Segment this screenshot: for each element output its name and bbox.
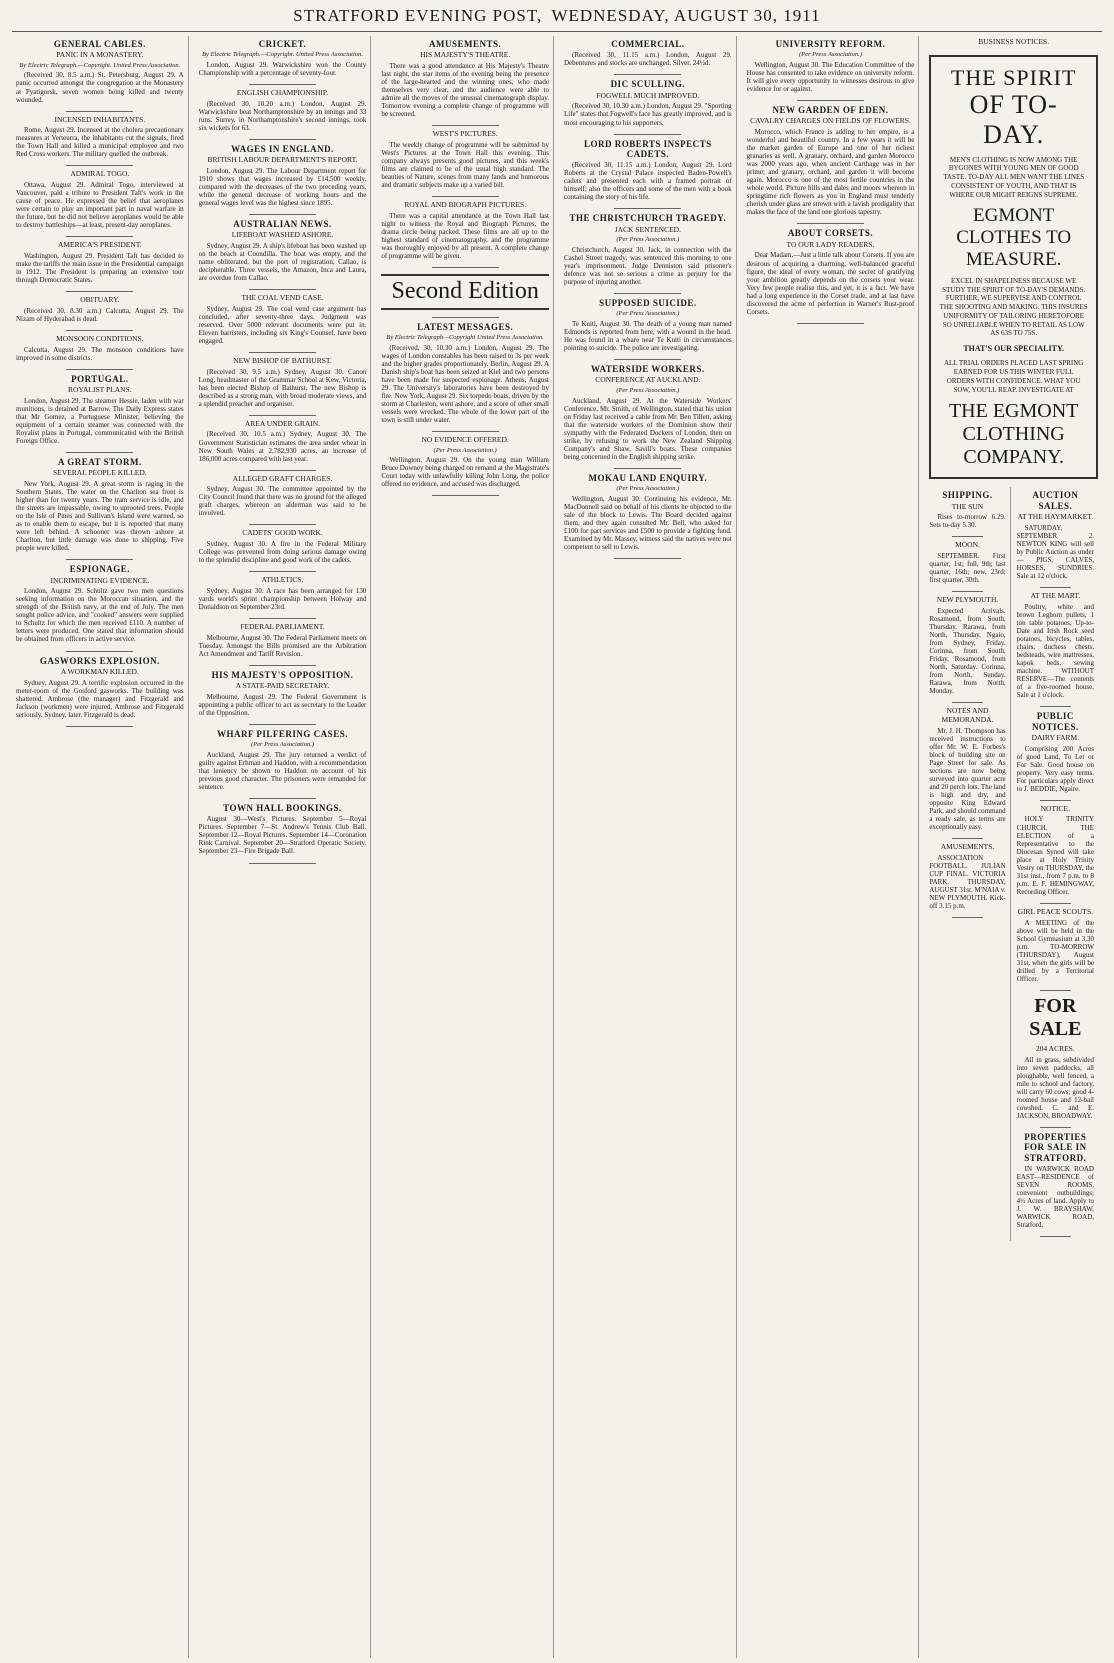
article-headline: UNIVERSITY REFORM. [775,39,886,49]
edition-banner: Second Edition [381,274,549,310]
article-body: Sydney, August 30. A race has been arranged for 130 yards world's sprint championship between Holway and Donaldson on September 23rd. [198,586,367,611]
column-1 [12,36,189,1658]
article-subheading: 204 ACRES. [1035,1043,1075,1053]
article-divider [432,431,499,432]
article-subheading: NEW BISHOP OF BATHURST. [233,355,332,365]
article-divider [1040,990,1071,991]
article [381,39,549,118]
article-divider [249,415,316,416]
article-body: Washington, August 29. President Taft has decided to make the tariffs the main issue in the Presidential campaign in 1912. The President is preparing an extensive tour through Democratic States. [16,251,184,285]
article [199,670,367,717]
article-subheading: MOON. [955,540,980,550]
article-body: Mr. J. H. Thompson has received instructions to offer Mr. W. E. Forbes's block of building site on Page Street for sale. As sections are now being surveyed into quarter acre and 20 perch lots. The land is high and dry, and opposite King Edward Park, and should command a ready sale, as terms are exceptionally easy. [929,726,1006,832]
article [16,170,184,229]
article [929,541,1005,584]
article-subheading: AT THE MART. [1030,591,1081,601]
article-divider [1040,1236,1071,1237]
article-body: Comprising 200 Acres of good Land, To Let or For Sale. Good house on property. Very easy terms. For particulars apply direct to J. BEDDIE, Ngaire. [1016,744,1094,793]
article-body: SEPTEMBER. First quarter, 1st; full, 9th; last quarter, 16th; new, 23rd; first quarter, 30th. [929,552,1006,585]
article-headline: WHARF PILFERING CASES. [217,728,348,739]
article-body: Sydney, August 30. The committee appointed by the City Council found that there was no ground for the alleged graft charges, whereon an alderman was said to be involved. [198,485,367,518]
article-divider [952,917,983,918]
article-divider [249,289,316,290]
article-subheading: TO OUR LADY READERS. [786,239,875,249]
article-body: Auckland, August 29. The jury returned a verdict of guilty against Erhman and Haddon, with a recommendation that leniency be shown to Haddon on account of his previous good character. The prisoners were remanded for sentence. [198,750,367,791]
article [564,298,732,352]
article-divider [614,74,681,75]
egmont-clothing-advert [929,55,1098,480]
article [1017,490,1094,580]
article-divider [66,726,133,727]
article [564,364,732,461]
article-body: London, August 29. Warwickshire won the County Championship with a percentage of seventy-four. [198,60,367,77]
article [16,374,184,445]
article-body: Dear Madam,—Just a little talk about Corsets. If you are desirous of acquiring a charming, well-balanced graceful figure, the ideal of every woman, the secret of gratifying your ambition greatly depends on the corsets your wear. Very few people realise this, and yet, it is a fact. We have had a long experience in the Corset trade, and at last have discovered the acme of perfection in Warner's Rust-proof Corsets. [746,251,915,316]
article-body: IN WARWICK ROAD EAST—RESIDENCE of SEVEN ROOMS, convenient outbuildings; 4½ Acres of land. Apply to J. W. BRAYSHAW, WARWICK ROAD, Stratford. [1016,1164,1094,1230]
article-subheading: AMUSEMENTS. [940,842,995,852]
article-byline: By Electric Telegraph—Copyright United Press Association. [386,334,544,342]
article-body: (Received 30, 10.30 a.m.) London, August 29. "Sporting Life" states that Fogwell's face has greatly improved, and is most encouraging to his supporters. [564,102,732,127]
article-body: ASSOCIATION FOOTBALL. JULIAN CUP FINAL. VICTORIA PARK. THURSDAY, AUGUST 31st. M'NAIA v. NEW PLYMOUTH. Kick-off 3.15 p.m. [929,853,1006,911]
article-subheading: BRITISH LABOUR DEPARTMENT'S REPORT. [207,155,358,165]
article-body: Sydney, August 30. A fire in the Federal Military College was prevented from doing serious damage owing to the splendid discipline and good work of the cadets. [198,540,367,565]
article [381,274,549,310]
article-divider [66,559,133,560]
shipping-subcolumn [929,487,1010,1241]
article-divider [952,702,983,703]
article [199,623,367,658]
article-divider [66,111,133,112]
masthead [12,6,1102,32]
article-headline: PROPERTIES FOR SALE IN STRATFORD. [1024,1131,1087,1163]
article-body: Morocco, which France is adding to her empire, is a wonderful and beautiful country. In a few years it will be the market garden of Europe and one of her richest granaries as well. A granary, orchard, and garden Morocco was 2000 years ago, when ancient Carthage was in her prime; and granary, orchard, and garden it will become again. Morocco is one of the most fertile countries in the whole world. Picture hills and dales and moors whereon in springtime rich flowers as you in England must tenderly cherish under glass are strewn with a lavish prodigality that makes the face of the land one glorious tapestry. [746,127,915,217]
column-5 [743,36,920,1658]
notices-subcolumns [929,487,1098,1241]
article-headline: PUBLIC NOTICES. [1031,711,1079,732]
article-headline: NEW GARDEN OF EDEN. [772,105,889,115]
article-divider [614,359,681,360]
article-body: New York, August 29. A great storm is raging in the Southern States. The water on the Charlton sea front is higher than for twenty years. The tram service is idle, and the streets are impassable, owing to uprooted trees. People on the Isle of Pines and Sullivan's Island were warned, so as to enable them to escape, but it is reported that many were left behind. A schooner was thrown ashore at Charlton, but little damage was done to shipping. Five people were killed. [16,479,184,553]
article-divider [797,100,864,101]
article-body: HOLY TRINITY CHURCH. THE ELECTION of a Representative to the Diocesan Synod will take place at Holy Trinity Vestry on THURSDAY, the 31st inst., from 7 p.m. to 8 p.m. E. F. HEMINGWAY, Recording Officer. [1016,815,1094,896]
article-headline: GASWORKS EXPLOSION. [39,655,160,666]
article-subheading: GIRL PEACE SCOUTS. [1017,906,1093,916]
article-byline: (Per Press Association.) [616,387,680,395]
article-subheading: DAIRY FARM. [1031,732,1080,742]
article-body: There was a capital attendance at the Town Hall last night to witness the Royal and Biograph Pictures, the drama circle being packed. These films are all up to the highest standard of cinematography, and the programme was thoroughly enjoyed by all present. A complete change of programme will be given. [381,211,549,261]
article [929,596,1005,695]
article-subheading: NOTICE. [1040,803,1071,813]
article-byline: By Electric Telegraph.—Copyright. United Press Association. [202,51,363,59]
article-headline: TOWN HALL BOOKINGS. [223,802,342,813]
article-subheading: FOGWELL MUCH IMPROVED. [596,90,700,100]
article-subheading: LIFEBOAT WASHED ASHORE. [231,230,334,240]
article-headline: AMUSEMENTS. [429,39,502,49]
page-columns [12,36,1102,1658]
article-body: (Received 30, 10.20 a.m.) London, August 29. Warwickshire beat Northamptonshire by an innings and 33 runs. Surrey, in Northamptonshire's second innings, took six wickets for 63. [198,99,367,132]
column-3 [377,36,554,1658]
article-subheading: MONSOON CONDITIONS. [56,333,144,343]
article-body: London, August 29. The Labour Department report for 1910 shows that wages increased by £14,500 weekly, compared with the decreases of the two preceding years, while the general decrease of working hours and the general wages level was the highest since 1895. [198,166,367,207]
article-body: Wellington, August 29. On the young man William Bruce Downey being charged on remand at the Magistrate's Court today with unlawfully killing John Long, the police offered no evidence, and accused was discharged. [381,456,549,489]
article-divider [249,724,316,725]
article [1017,711,1094,793]
article-subheading: THE COAL VEND CASE. [241,293,324,303]
article [1017,995,1094,1120]
article [381,322,549,424]
article [199,475,367,518]
article-headline: LATEST MESSAGES. [417,321,514,332]
article-divider [614,134,681,135]
article-headline: ABOUT CORSETS. [787,228,874,239]
article-subheading: AMERICA'S PRESIDENT. [57,240,142,250]
article-divider [432,196,499,197]
article-body: London, August 29. Schultz gave two men questions seeking information on the Moroccan situation, and the strength of the British navy, at the end of July. The men sought police advice, and "cooked" answers were supplied to Schultz for which the men received £110. A number of letters were produced. One stated that information should be obtained from officers in active service. [16,587,184,644]
article-headline: ESPIONAGE. [69,564,130,575]
article-body: Wellington, August 30. Continuing his evidence, Mr. MacDonnell said on behalf of his clients he objected to the sale of the block to Lewis. The Board decided against them, and they again consulted Mr. Bell, who asked for £100 for part services and £500 to provide a fighting fund. Examined by Mr. Massey, witness said the natives were not competent to sell to Lewis. [564,494,732,552]
column-4 [560,36,737,1658]
article-subheading: PANIC IN A MONASTERY. [56,50,144,60]
article-body: August 30—West's Pictures. September 5—Royal Pictures. September 7—St. Andrew's Tennis Club Ball. September 12—Royal Pictures. September 14—Coronation Rink Carnival. September 20—Stratford Operatic Society. September 23—Fire Brigade Ball. [198,815,367,856]
ad-headline: EGMONT CLOTHES TO MEASURE. [956,205,1072,271]
article-divider [432,267,499,268]
article [199,729,367,791]
article-body: The weekly change of programme will be submitted by West's Pictures at the Town Hall this evening. This company always presents good pictures, and this week's films are claimed to be of the usual high standard. The beauties of Nature, scenes from many lands and humorous and dramatic subjects make up a varied bill. [381,140,549,190]
article-headline: GENERAL CABLES. [53,39,146,49]
article [199,294,367,345]
article [1017,1132,1094,1229]
article [199,144,367,207]
article [199,89,367,132]
article-headline: HIS MAJESTY'S OPPOSITION. [211,669,354,680]
business-notices-header: BUSINESS NOTICES. [978,37,1050,46]
article-divider [249,352,316,353]
article-body: There was a good attendance at His Majesty's Theatre last night, the star items of the evening being the presence of the large-hearted and the winning ones, who made themselves very clear, and the audience were able to admire all the moves of the unusual cinematograph display. Tomorrow evening a complete change of programme will be screened. [381,61,549,119]
article-divider [1040,903,1071,904]
article-divider [66,165,133,166]
article [16,116,184,159]
article-subheading: INCENSED INHABITANTS. [54,114,146,124]
article-subheading: CAVALRY CHARGES ON FIELDS OF FLOWERS. [750,116,911,126]
article-subheading: JACK SENTENCED. [614,224,681,234]
article-divider [614,468,681,469]
article-divider [1040,706,1071,707]
article-headline: PORTUGAL. [71,373,129,384]
article-body: (Received 30, 8.5 a.m.) St. Petersburg, August 29. A panic occurred amongst the congregation at the Monastery at Pyatigorsk, seven women being killed and twenty wounded. [16,71,184,104]
article-body: (Received, 30, 10.30 a.m.) London, August 29. The wages of London constables has been raised to 3s per week and the higher grades proportionately. Berlin, August 29. A Danish ship's boat has been seized at Kiel and two persons have been made for suspected espionage. Athens, August 29. The University's laboratories have been destroyed by fire. New York, August 29. Six torpedo boats, driven by the storm at Charleston, went ashore, and a score of other small vessels were wrecked. The whole of the lower part of the town is still under water. [381,343,549,424]
article [929,843,1005,910]
article-body: Poultry, white and brown Leghorn pullets, 1 ton table potatoes, Up-to-Date and Irish Rock seed potatoes, bicycles, tables, chairs, duchess chests, bedsteads, wire mattresses, kapok beds, sewing machine. WITHOUT RESERVE—The contents of a five-roomed house. Sale at 1 o'clock. [1016,602,1094,700]
article-body: SATURDAY, SEPTEMBER 2. NEWTON KING will sell by Public Auction as under— PIGS, CALVES, HORSES, SUNDRIES. Sale at 12 o'clock. [1016,523,1094,581]
article-byline: (Per Press Association.) [616,485,680,493]
article-headline: DIC SCULLING. [610,79,686,90]
article-body: All in grass, subdivided into seven paddocks, all ploughable, well fenced, a mile to school and factory, will carry 60 cows; good 4-roomed house and 12-bail cowshed. C. and E. JACKSON, BROADWAY. [1016,1055,1094,1120]
article-byline: (Per Press Association.) [616,310,680,318]
article [16,296,184,323]
article-body: Te Kuiti, August 30. The death of a young man named Edmonds is reported from here, with a wound in the head. He was found in a whare near Te Kuiti in circumstances pointing to suicide. The police are investigating. [564,319,732,353]
article [929,707,1005,831]
article [747,228,915,315]
article-divider [952,591,983,592]
article [16,335,184,362]
notice-big-heading: FOR SALE [1029,994,1082,1040]
article [16,564,184,643]
article [564,139,732,202]
article-body: Ottawa, August 29. Admiral Togo, interviewed at Vancouver, paid a tribute to President Taft's work in the cause of peace. He expressed the belief that aeroplanes were certain to play an important part in naval warfare in the future, but he did not believe aeroplanes would be able to destroy battleships—at least, present-day aeroplanes. [16,181,184,230]
article [381,130,549,189]
ad-title-line-1: THE SPIRIT [950,64,1077,90]
article-subheading: FEDERAL PARLIAMENT. [240,622,325,631]
article-body: (Received 30, 10.5 a.m.) Sydney, August 30. The Government Statistician estimates the area under wheat in New South Wales at 2,782,930 acres, an increase of 186,000 acres compared with last year. [198,430,367,463]
article-divider [249,618,316,619]
ad-speciality: THAT'S OUR SPECIALITY. [963,344,1065,354]
article-divider [614,208,681,209]
article-byline: (Per Press Association.) [433,446,497,454]
article [747,105,915,216]
article [16,656,184,719]
article-subheading: HIS MAJESTY'S THEATRE. [420,50,511,60]
article-divider [797,323,864,324]
article-divider [797,223,864,224]
article [1017,908,1094,983]
article [564,39,732,67]
article-subheading: ATHLETICS. [261,575,304,585]
article-subheading: OBITUARY. [80,295,120,305]
article [199,803,367,856]
article-subheading: CONFERENCE AT AUCKLAND. [595,375,701,385]
article-divider [432,317,499,318]
article-body: (Received 30, 8.30 a.m.) Calcutta, August 29. The Nizam of Hyderabad is dead. [16,306,184,323]
article [16,457,184,552]
article-body: (Received 30, 11.15 a.m.) London, August 29. Debentures and stocks are unchanged. Silver, 24½d. [564,51,732,68]
article-divider [66,452,133,453]
article [199,39,367,77]
article-body: London, August 29. The steamer Hessie, laden with war munitions, is detained at Barrow. The Daily Express states that Mr Gomez, a Portuguese Minister, believing the equipment of a certain steamer was connected with the Royalist plans in Portugal, communicated with the British Foreign Office. [16,396,184,445]
article-body: Rome, August 29. Incensed at the cholera precautionary measures at Verteurra, the inhabitants cut the signals, fired the Town Hall and killed a municipal employee and two Red Cross workers. The military quelled the outbreak. [16,126,184,159]
article [564,79,732,126]
article-headline: CRICKET. [258,39,307,49]
article [381,201,549,260]
article-body: Rises to-morrow 6.29. Sets to-day 5.30. [929,513,1006,530]
paper-name: STRATFORD EVENING POST, [293,6,543,25]
article [199,219,367,282]
article-divider [1040,1127,1071,1128]
article [199,420,367,463]
article-divider [432,125,499,126]
article-divider [952,838,983,839]
article-body: Sydney, August 29. A terrific explosion occurred in the meter-room of the Gosford gasworks. The building was shattered. Ambrose (the manager) and Fitzgerald and Jackson (workmen) were injured, Ambrose and Fitzgerald seriously. Sydney, later. Fitzgerald is dead. [16,678,184,719]
article-headline: WAGES IN ENGLAND. [231,143,334,154]
article-subheading: INCRIMINATING EVIDENCE. [50,575,150,585]
article-divider [66,291,133,292]
article-subheading: A STATE-PAID SECRETARY. [235,681,330,691]
article-divider [249,571,316,572]
article-body: Sydney, August 29. The coal vend case argument has concluded, after seventy-three days. Judgment was reserved. Over 5000 relevant documents were put in. Eleven barristers, including six King's Counsel, have been engaged. [198,304,367,345]
ad-title-line-2: OF TO-DAY. [969,89,1058,149]
article-headline: SUPPOSED SUICIDE. [599,298,697,309]
article-headline: THE CHRISTCHURCH TRAGEDY. [569,213,727,224]
article-divider [614,558,681,559]
article [1017,805,1094,896]
article-body: A MEETING of the above will be held in the School Gymnasium at 3.30 p.m. TO-MORROW (THURSDAY), August 31st, when the girls will be drilled by a Territorial Officer. [1016,918,1094,983]
column-2 [195,36,372,1658]
article-divider [432,495,499,496]
article-headline: WATERSIDE WORKERS. [590,364,705,375]
auction-subcolumn [1017,487,1098,1241]
article-headline: SHIPPING. [942,490,993,501]
article [199,357,367,408]
article-body: Sydney, August 29. A ship's lifeboat has been washed up on the beach at Coondilla. The boat was empty, and the name obliterated, but the port of registration, Callao, is decipherable. Three vessels, the Amazon, Inca and Laura, are overdue from Callao. [198,241,367,283]
article-divider [249,139,316,140]
article-divider [614,293,681,294]
article-subheading: ROYALIST PLANS. [68,384,132,394]
article-divider [66,330,133,331]
article-divider [249,863,316,864]
article-subheading: A WORKMAN KILLED. [60,666,139,676]
article-headline: MOKAU LAND ENQUIRY. [588,472,708,483]
article-headline: LORD ROBERTS INSPECTS CADETS. [583,138,712,159]
article-divider [1040,800,1071,801]
article [199,576,367,611]
article-byline: (Per Press Association.) [250,741,314,749]
article-divider [952,536,983,537]
ad-text-2: EXCEL IN SHAPELINESS BECAUSE WE STUDY THE SPIRIT OF TO-DAY'S DEMANDS. FURTHER, WE SUPERVISE AND CONTROL THE SHOOTING AND MAKING. THIS INSURES UNIFORMITY OF TAILORING HERETOFORE SO UNRELIABLE WHEN TO RETAIL AS LOW AS 63S TO 75S. [939,276,1088,338]
article [1017,592,1094,699]
article-headline: AUSTRALIAN NEWS. [233,218,332,229]
article-body: Auckland, August 29. At the Waterside Workers' Conference, Mr. Smith, of Wellington, stated that his union on Friday last received a cable from Mr. Ben Tillett, asking that the waterside workers of the Dominion show their sympathy with the Federated Dockers of London, then on strike, by refusing to work the New Zealand Shipping Company's and Shaw, Savill's boats. These companies being concerned in the English shipping strike. [564,396,732,461]
article-divider [249,84,316,85]
article-body: Melbourne, August 29. The Federal Government is appointing a public officer to act as secretary to the Leader of the Opposition. [198,692,367,717]
article [381,436,549,488]
article-subheading: WEST'S PICTURES. [432,129,498,139]
ad-company-name: THE EGMONT CLOTHING COMPANY. [948,400,1079,469]
article-body: Wellington, August 30. The Education Committee of the House has consented to take evidence on university reform. It will give every opportunity to witnesses desirous to give evidence for or against. [746,60,915,93]
article-byline: (Per Press Association.) [616,236,680,244]
article-subheading: ROYAL AND BIOGRAPH PICTURES. [404,200,527,210]
article [929,490,1005,529]
article-divider [1040,587,1071,588]
article-byline: (Per Press Association.) [798,51,862,59]
article-divider [66,369,133,370]
article-divider [249,665,316,666]
article-subheading: ADMIRAL TOGO. [70,169,130,179]
article [564,473,732,551]
article-body: (Received 30, 11.15 a.m.) London, August 29. Lord Roberts at the Crystal Palace inspected Baden-Powell's cadets and presented each with a framed portrait of himself; also the officers and some of the men with a book containing the story of his life. [564,161,732,202]
article-body: Melbourne, August 30. The Federal Parliament meets on Tuesday. Amongst the Bills promised are the Arbitration Act Amendment and Tariff Revision. [198,633,367,658]
article-subheading: ALLEGED GRAFT CHARGES. [232,473,333,483]
article-subheading: NEW PLYMOUTH. [936,595,999,605]
column-6 [925,36,1102,1658]
article-subheading: NOTES AND MEMORANDA. [941,706,994,725]
article [564,213,732,286]
article-divider [249,524,316,525]
article-headline: AUCTION SALES. [1032,490,1079,511]
article-divider [66,651,133,652]
article-divider [249,214,316,215]
article [16,39,184,104]
ad-text-3: ALL TRIAL ORDERS PLACED LAST SPRING EARNED FOR US THIS WINTER FULL ORDERS WITH CONFIDENCE. WHAT YOU SOW, YOU'LL REAP. INVESTIGATE AT [943,359,1084,394]
article-body: Calcutta, August 29. The monsoon conditions have improved in some districts. [16,345,184,362]
article-subheading: NO EVIDENCE OFFERED. [421,434,509,444]
article-body: Christchurch, August 30. Jack, in connection with the Cashel Street tragedy, was sentenced this morning to one year's imprisonment. Judge Denniston said prisoner's defence was not so serious a crime as perjury for the purpose of injuring another. [564,245,732,287]
article-body: (Received 30, 9.5 a.m.) Sydney, August 30. Canon Long, headmaster of the Grammar School at Kew, Victoria, has been elected Bishop of Bathurst. The new Bishop is described as a strong man, with broad moderate views, and a splendid preacher and organiser. [198,367,367,408]
article-subheading: SEVERAL PEOPLE KILLED. [52,468,147,478]
article-subheading: THE SUN [951,501,984,511]
article-headline: COMMERCIAL. [611,39,685,49]
issue-date: WEDNESDAY, AUGUST 30, 1911 [551,6,821,25]
article-divider [249,470,316,471]
article-subheading: CADETS' GOOD WORK. [242,528,323,538]
article-subheading: AT THE HAYMARKET. [1017,512,1094,522]
article-body: Expected Arrivals. Rosamond, from South, Thursday. Rarawa, from North, Thursday. Ngaio, from Sydney, Friday. Corinna, from South, Friday. Rosamond, from North, Saturday. Corinna, from North, Sunday. Rarawa, from North, Monday. [929,606,1006,696]
article-byline: By Electric Telegraph.—Copyright. United Press Association. [19,61,181,69]
article-headline: A GREAT STORM. [57,456,142,467]
article-subheading: AREA UNDER GRAIN. [244,418,321,428]
article [199,529,367,564]
article-divider [66,236,133,237]
article [747,39,915,93]
article [16,241,184,284]
article-subheading: ENGLISH CHAMPIONSHIP. [236,87,329,97]
article-divider [249,798,316,799]
ad-text-1: MEN'S CLOTHING IS NOW AMONG THE BYGONES WITH YOUNG MEN OF GOOD TASTE. TO-DAY ALL MEN WANT THE LINES CONSISTENT OF YOUTH, AND THAT IS WHERE OUR MIGHT REIGNS SUPREME. [943,155,1085,199]
